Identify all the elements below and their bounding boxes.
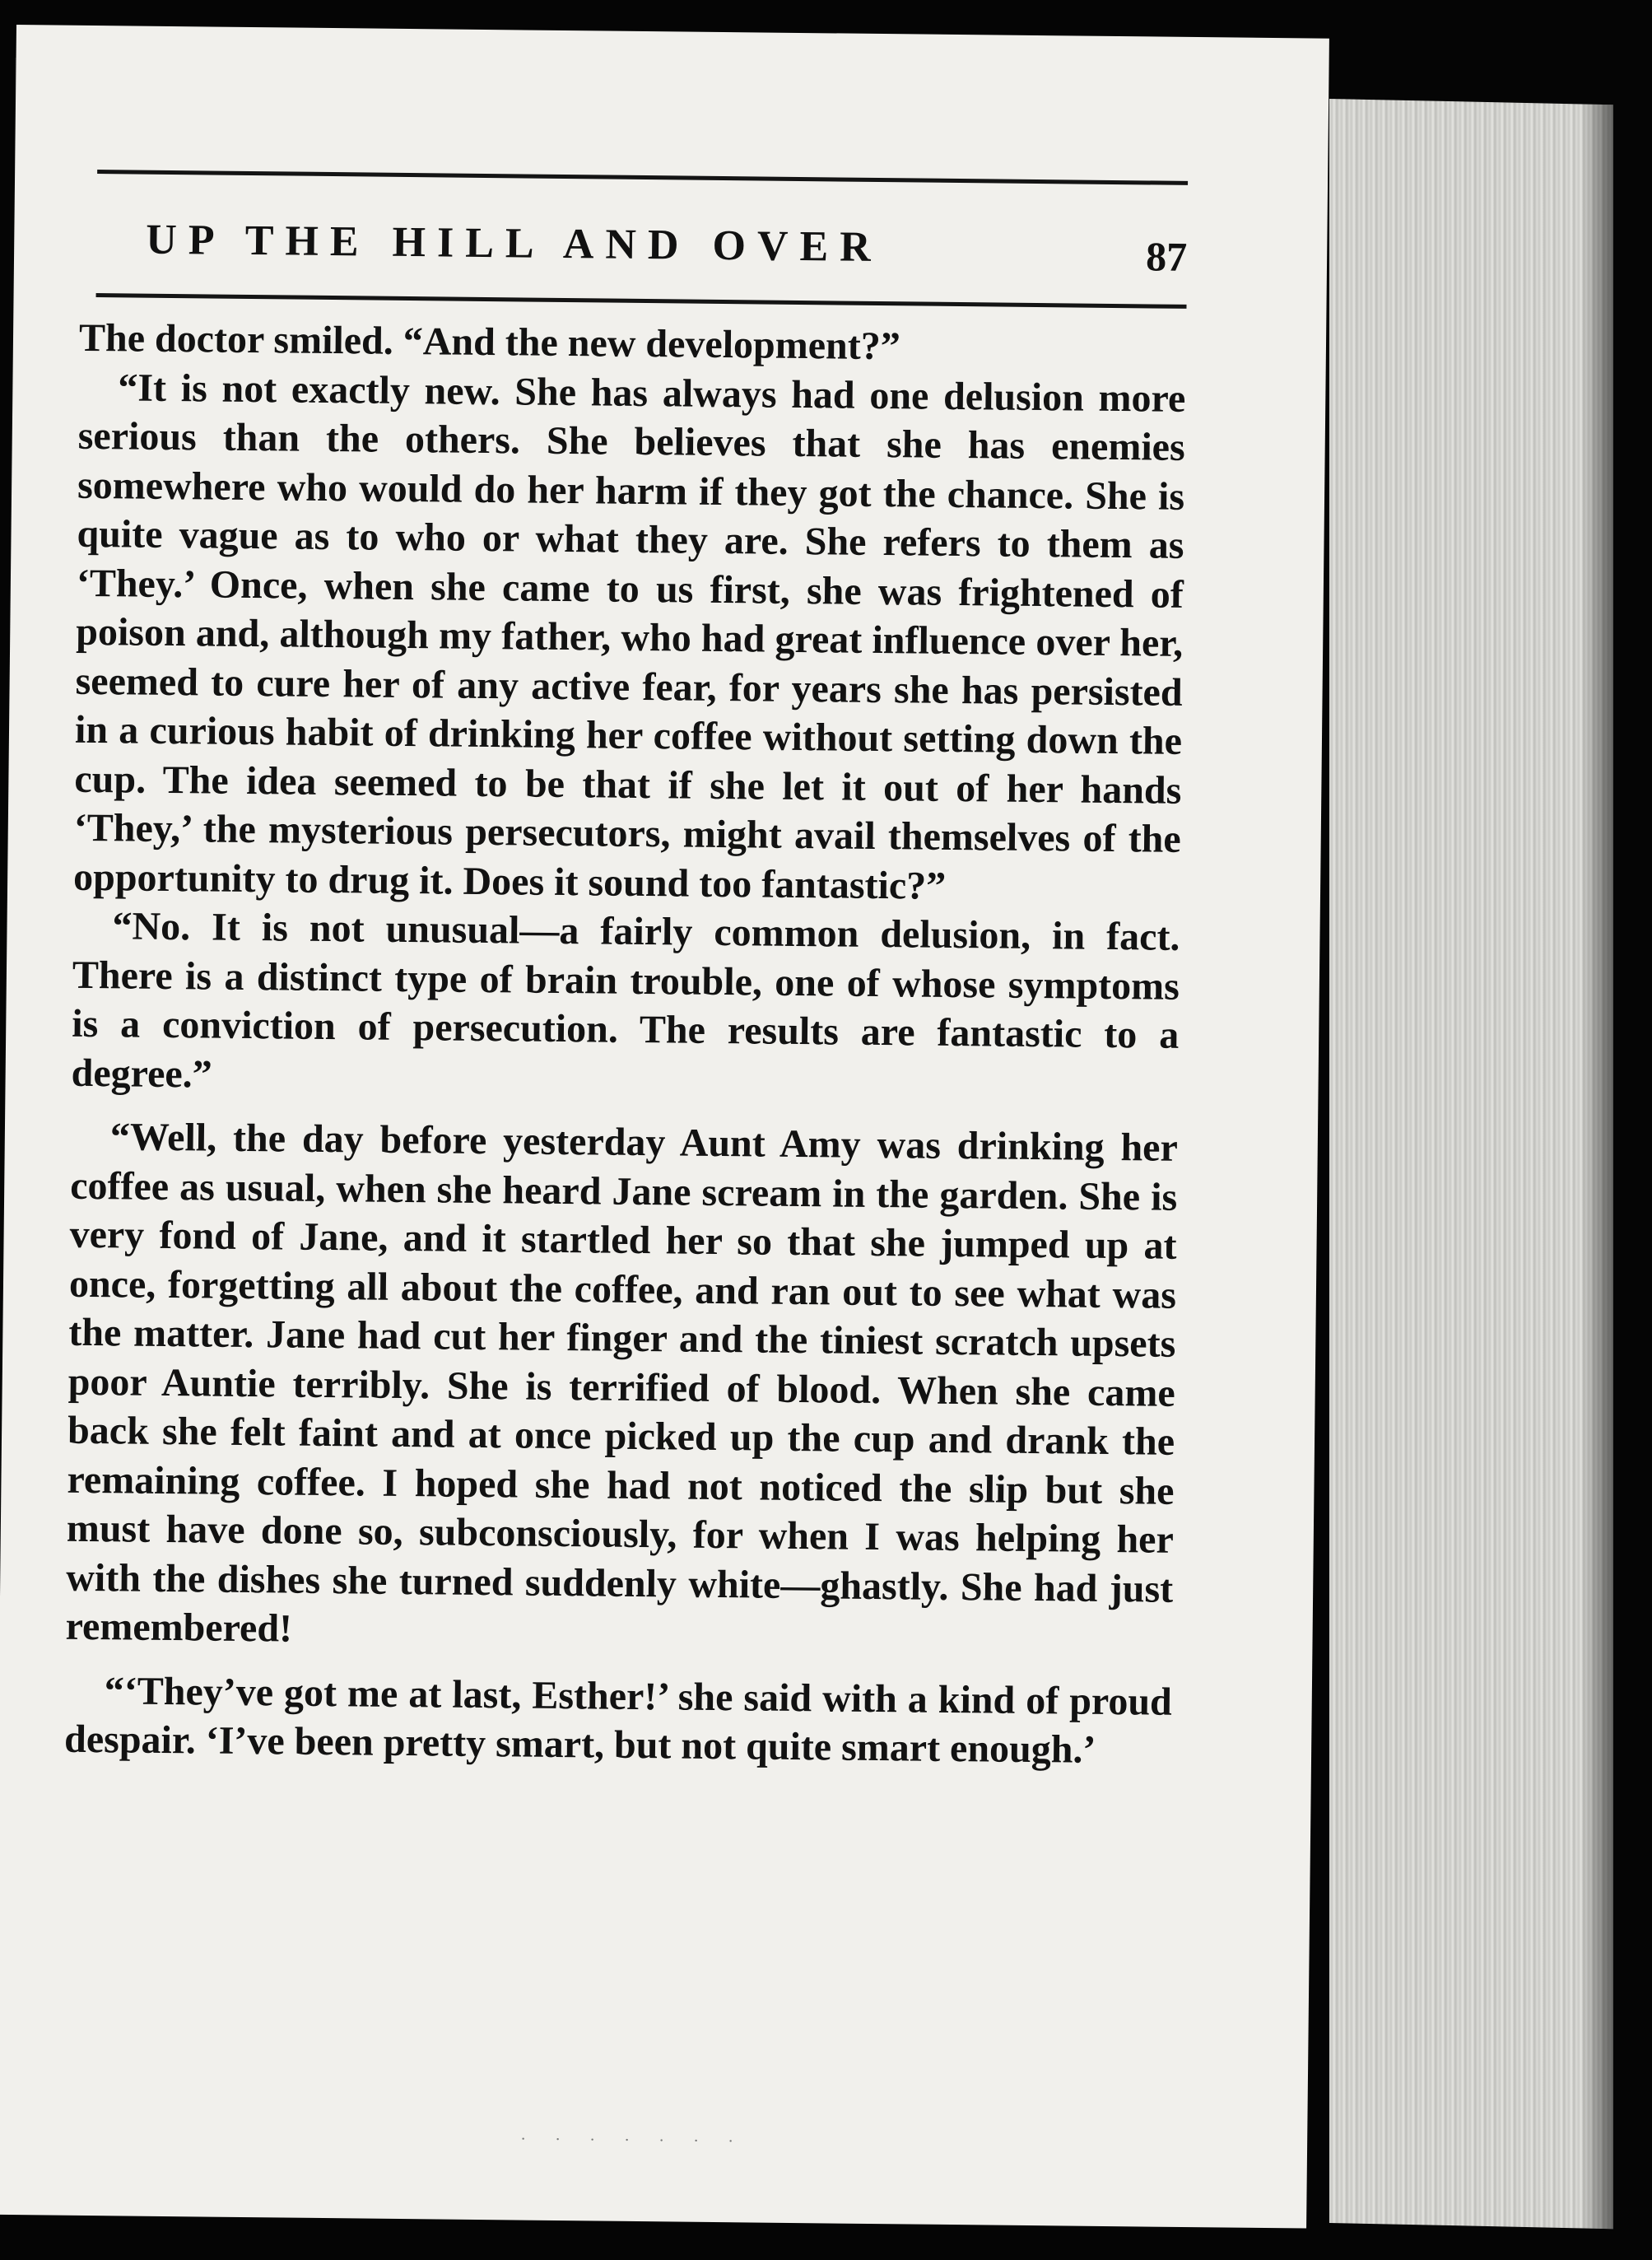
page-number: 87	[1145, 233, 1188, 280]
body-text	[64, 314, 1186, 1775]
book-page	[0, 25, 1329, 2229]
running-head	[146, 216, 1188, 301]
page-fore-edge	[1329, 99, 1613, 2229]
paragraph: The doctor smiled. “And the new development?”	[78, 315, 901, 369]
header-rule-top	[97, 170, 1188, 185]
paragraph: “No. It is not unusual—a fairly common delusion, in fact. There is a distinct type of brain trouble, one of whose symptoms is a conviction of persecution. The results are fantastic to a degree.”	[71, 904, 1180, 1097]
paragraph: “It is not exactly new. She has always had one delusion more serious than the others. She believes that she has enemies somewhere who would do her harm if they got the chance. She is quite vague as to who or what they are. She refers to them as ‘They.’ Once, when she came to us first, she was frightened of poison and, although my father, who had great influence over her, seemed to cure her of any active fear, for years she has persisted in a curious habit of drinking her coffee without setting down the cup. The idea seemed to be that if she let it out of her hands ‘They,’ the mysterious persecutors, might avail themselves of the opportunity to drug it. Does it sound too fantastic?”	[72, 365, 1186, 908]
running-title: UP THE HILL AND OVER	[145, 216, 883, 272]
paragraph: “Well, the day before yesterday Aunt Amy was drinking her coffee as usual, when she heard Jane scream in the garden. She is very fond of Jane, and it startled her so that she jumped up at once, forgetting all about the coffee, and ran out to see what was the matter. Jane had cut her finger and the tiniest scratch upsets poor Auntie terribly. She is terrified of blood. When she came back she felt faint and at once picked up the cup and drank the remaining coffee. I hoped she had not noticed the slip but she must have done so, subconsciously, for when I was helping her with the dishes she turned suddenly white—ghastly. She had just remembered!	[65, 1115, 1179, 1651]
print-specks: . . . . . . .	[521, 2125, 747, 2146]
paragraph: “‘They’ve got me at last, Esther!’ she said with a kind of proud despair. ‘I’ve been pretty smart, but not quite smart enough.’	[63, 1668, 1173, 1772]
